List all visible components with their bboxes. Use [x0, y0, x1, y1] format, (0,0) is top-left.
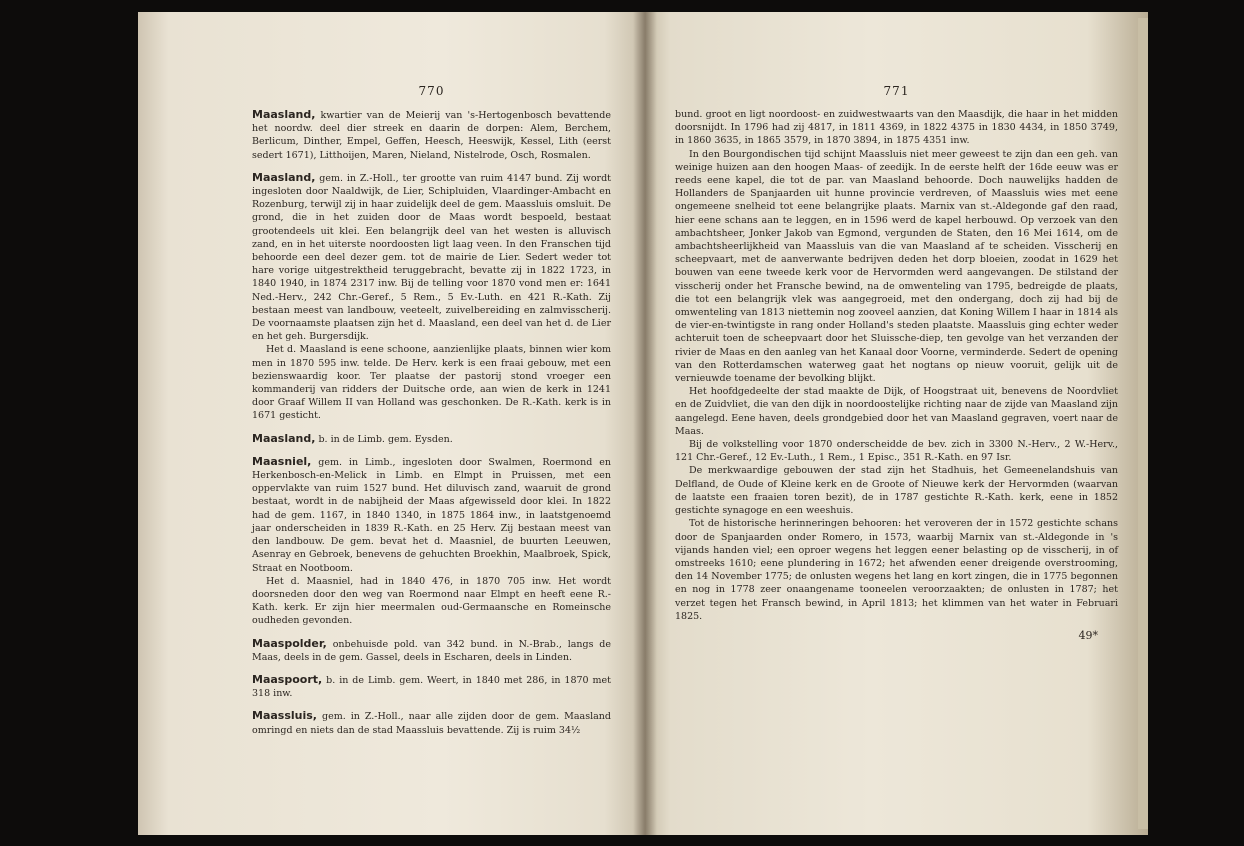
entry-paragraph [252, 108, 611, 162]
body-paragraph: Bij de volkstelling voor 1870 onderscheidde de bev. zich in 3300 N.-Herv., 2 W.-Herv., 121 Chr.-Geref., 12 Ev.-Luth., 1 Rem., 1 Episc., 351 R.-Kath. en 97 Isr. [675, 439, 1118, 464]
entry-paragraph [252, 709, 611, 736]
entry-text: Het d. Maasland is eene schoone, aanzienlijke plaats, binnen wier kom men in 1870 595 inw. telde. De Herv. kerk is een fraai gebouw, met een bezienswaardig koor. Ter plaatse der pastorij stond vroeger een kommanderij van ridders der Duitsche orde, aan wien de kerk in 1241 door Graaf Willem II van Holland was geschonken. De R.-Kath. kerk is in 1671 gesticht. [252, 344, 611, 422]
dictionary-entry [252, 709, 611, 736]
dictionary-entry [252, 171, 611, 423]
signature-mark: 49* [1078, 628, 1098, 642]
dictionary-entry [252, 673, 611, 700]
entry-text: onbehuisde pold. van 342 bund. in N.-Brab., langs de Maas, deels in de gem. Gassel, deels in Escharen, deels in Linden. [252, 638, 611, 663]
right-body-text [675, 108, 1118, 623]
dictionary-entry [252, 108, 611, 162]
entry-headword: Maasland, [252, 170, 316, 184]
entry-headword: Maasland, [252, 431, 316, 445]
entry-paragraph [252, 637, 611, 664]
entry-text: kwartier van de Meierij van 's-Hertogenbosch bevattende het noordw. deel dier streek en daarin de dorpen: Alem, Berchem, Berlicum, Dinther, Empel, Geffen, Heesch, Heeswijk, Kessel, Lith (eerst sedert 1671), Litthoijen, Maren, Nieland, Nistelrode, Osch, Rosmalen. [252, 110, 611, 161]
body-paragraph: De merkwaardige gebouwen der stad zijn het Stadhuis, het Gemeenelandshuis van Delfland, de Oude of Kleine kerk en de Groote of Nieuwe kerk der Hervormden (waarvan de laatste een fraaien toren bezit), de in 1787 gestichte R.-Kath. kerk, eene in 1852 gestichte synagoge en een weeshuis. [675, 465, 1118, 517]
entry-text: b. in de Limb. gem. Weert, in 1840 met 286, in 1870 met 318 inw. [252, 674, 611, 700]
open-book [138, 12, 1148, 835]
entry-headword: Maasland, [252, 108, 316, 121]
body-paragraph: Het hoofdgedeelte der stad maakte de Dijk, of Hoogstraat uit, benevens de Noordvliet en de Zuidvliet, die van den dijk in noordoostelijke richting naar de zijde van Maasland zijn aangelegd. Eene haven, deels grondgebied door het van Maasland gegraven, voert naar de Maas. [675, 386, 1118, 437]
entry-text: gem. in Z.-Holl., ter grootte van ruim 4147 bund. Zij wordt ingesloten door Naaldwijk, de Lier, Schipluiden, Vlaardinger-Ambacht en Rozenburg, terwijl zij in haar zuidelijk deel de gem. Maassluis omsluit. De grond, die in het zuiden door de Maas wordt bespoeld, bestaat grootendeels uit klei. Een belangrijk deel van het westen is alluvisch zand, en in het uiterste noordoosten ligt laag veen. In den Franschen tijd behoorde een deel dezer gem. tot de mairie de Lier. Sedert weder tot hare vorige uitgestrektheid teruggebracht, bevatte zij in 1822 1723, in 1840 1940, in 1874 2317 inw. Bij de telling voor 1870 vond men er: 1641 Ned.-Herv., 242 Chr.-Geref., 5 Rem., 5 Ev.-Luth. en 421 R.-Kath. Zij bestaan meest van landbouw, veeteelt, zuivelbereiding en zalmvisscherij. De voornaamste plaatsen zijn het d. Maasland, een deel van het d. de Lier en het geh. Burgersdijk. [252, 172, 611, 343]
right-page [645, 12, 1148, 835]
body-paragraph: Tot de historische herinneringen behooren: het veroveren der in 1572 gestichte schans door de Spanjaarden onder Romero, in 1573, waarbij Marnix van st.-Aldegonde in 's vijands handen viel; een oproer wegens het leggen eener belasting op de visscherij, in of omstreeks 1610; eene plundering in 1672; het afwenden eener dreigende overstrooming, den 14 November 1775; de onlusten wegens het lang en kort zingen, die in 1775 begonnen en nog in 1778 zeer onaangename tooneelen veroorzaakten; de onlusten in 1787; het verzet tegen het Fransch bewind, in April 1813; het klimmen van het water in Februari 1825. [675, 518, 1118, 622]
entry-headword: Maasniel, [252, 454, 312, 468]
entry-text: gem. in Limb., ingesloten door Swalmen, Roermond en Herkenbosch-en-Melick in Limb. en Elmpt in Pruissen, met een oppervlakte van ruim 1527 bund. Het diluvisch zand, waaruit de grond bestaat, wordt in de nabijheid der Maas afgewisseld door klei. In 1822 had de gem. 1167, in 1840 1340, in 1875 1864 inw., in laatstgenoemd jaar onderscheiden in 1839 R.-Kath. en 25 Herv. Zij bestaan meest van den landbouw. De gem. bevat het d. Maasniel, de buurten Leeuwen, Asenray en Gebroek, benevens de gehuchten Broekhin, Maalbroek, Spick, Straat en Nootboom. [252, 456, 611, 574]
left-entries [252, 108, 611, 737]
body-paragraph: bund. groot en ligt noordoost- en zuidwestwaarts van den Maasdijk, die haar in het midden doorsnijdt. In 1796 had zij 4817, in 1811 4369, in 1822 4375 in 1830 4434, in 1850 3749, in 1860 3635, in 1865 3579, in 1870 3894, in 1875 4351 inw. [675, 109, 1118, 147]
body-paragraph: In den Bourgondischen tijd schijnt Maassluis niet meer geweest te zijn dan een geh. van weinige huizen aan den hoogen Maas- of zeedijk. In de eerste helft der 16de eeuw was er reeds eene kapel, die tot de par. van Maasland behoorde. Doch nauwelijks hadden de Hollanders de Spanjaarden uit hunne provincie verdreven, of Maassluis wies met eene ongemeene snelheid tot eene belangrijke plaats. Marnix van st.-Aldegonde gaf den raad, hier eene schans aan te leggen, en in 1596 werd de kapel herbouwd. Op verzoek van den ambachtsheer, Jonker Jakob van Egmond, vergunden de Staten, den 16 Mei 1614, om de ambachtsheerlijkheid van Maassluis van die van Maasland af te scheiden. Visscherij en scheepvaart, met de aanverwante bedrijven deden het dorp bloeien, zoodat in 1629 het bouwen van eene tweede kerk voor de Hervormden werd aangevangen. De stilstand der visscherij onder het Fransche bewind, na de omwenteling van 1795, bedreigde de plaats, die tot een belangrijk vlek was aangegroeid, met den ondergang, doch zij had bij de omwenteling van 1813 niettemin nog zooveel aanzien, dat Koning Willem I haar in 1814 als de vier-en-twintigste in rang onder Holland's steden plaatste. Maassluis ging echter weder achteruit toen de scheepvaart door het Sluissche-diep, ten gevolge van het verzanden der rivier de Maas en den aanleg van het Kanaal door Voorne, verminderde. Sedert de opening van den Rotterdamschen waterweg gaat het nogtans op nieuw vooruit, gelijk uit de vernieuwde toename der bevolking blijkt. [675, 148, 1118, 385]
dictionary-entry [252, 432, 611, 446]
entry-paragraph [252, 673, 611, 700]
book-gutter [633, 12, 657, 835]
entry-text: gem. in Z.-Holl., naar alle zijden door de gem. Maasland omringd en niets dan de stad Maassluis bevattende. Zij is ruim 34½ [252, 711, 611, 736]
entry-text: b. in de Limb. gem. Eysden. [318, 433, 453, 445]
entry-paragraph [252, 343, 611, 422]
dictionary-entry [252, 637, 611, 664]
entry-paragraph [252, 575, 611, 628]
entry-headword: Maassluis, [252, 709, 317, 723]
page-number-right: 771 [883, 84, 910, 98]
entry-paragraph [252, 432, 611, 446]
page-edges [1138, 18, 1148, 829]
entry-text: Het d. Maasniel, had in 1840 476, in 1870 705 inw. Het wordt doorsneden door den weg van Roermond naar Elmpt en heeft eene R.-Kath. kerk. Er zijn hier meermalen oud-Germaansche en Romeinsche oudheden gevonden. [252, 575, 611, 627]
entry-headword: Maaspolder, [252, 636, 327, 650]
dictionary-entry [252, 455, 611, 628]
left-page [138, 12, 645, 835]
entry-headword: Maaspoort, [252, 672, 323, 686]
entry-paragraph [252, 171, 611, 344]
page-number-left: 770 [418, 84, 445, 98]
entry-paragraph [252, 455, 611, 575]
